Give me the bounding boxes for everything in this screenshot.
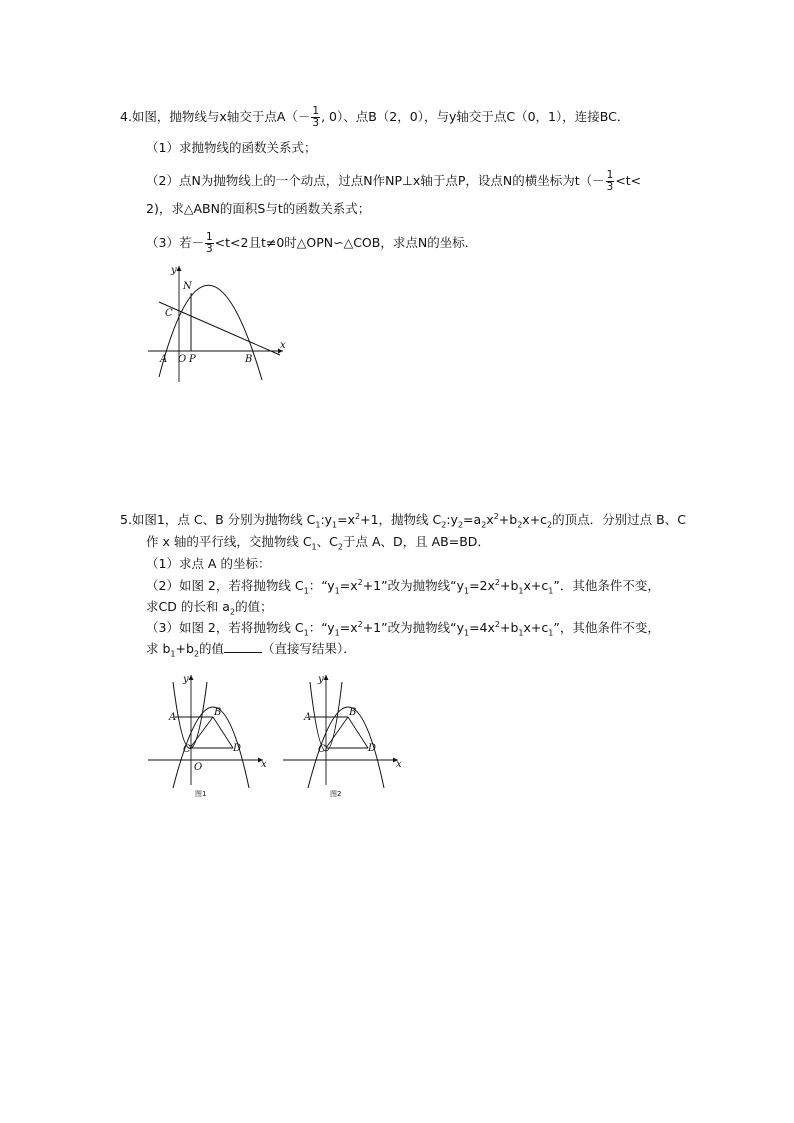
label-a: A (169, 712, 177, 723)
parabola-curve (159, 285, 262, 380)
q5-part1: （1）求点 A 的坐标： (146, 556, 271, 571)
parabola-c1 (173, 682, 207, 749)
q4-part3: （3）若－ $\frac{1}{3}$ <t<2且t≠0时△OPN∽△COB，求点N的坐标． (146, 231, 478, 255)
label-b: B (245, 354, 253, 365)
q4-part1: （1）求抛物线的函数关系式； (146, 140, 317, 155)
label-c: C (318, 744, 326, 755)
figure-caption: 图1 (195, 790, 207, 798)
figure-caption: 图2 (330, 790, 342, 798)
label-x: x (396, 759, 402, 770)
q4-part2: （2）点N为抛物线上的一个动点，过点N作NP⊥x轴于点P，设点N的横坐标为t（－ $\frac{1}{3}$ <t< (146, 169, 642, 193)
label-d: D (233, 743, 242, 754)
q4-stem: 4.如图，抛物线与x轴交于点A（－ $\frac{1}{3}$ , 0）、点B（2，0），与y轴交于点C（0，1），连接BC． (120, 105, 630, 129)
segment-bc (190, 717, 213, 748)
q5-figure-2 (280, 670, 405, 800)
label-p: P (189, 354, 196, 365)
label-n: N (183, 281, 192, 292)
label-b: B (214, 707, 222, 718)
q4-part2-cont: 2)，求△ABN的面积S与t的函数关系式； (146, 201, 371, 216)
q5-part3-cont: 求 $b_1+b_2$的值 （直接写结果）． (146, 641, 356, 659)
q5-part2-cont: 求CD 的长和 $a_2$的值； (146, 599, 273, 617)
q4-parabola-figure (145, 262, 290, 387)
label-x: x (280, 340, 286, 351)
label-b: B (349, 707, 357, 718)
label-a: A (304, 712, 312, 723)
y-axis-arrow (324, 675, 329, 680)
label-y: y (171, 265, 177, 276)
segment-bc (326, 717, 348, 748)
label-c: C (183, 744, 191, 755)
label-y: y (318, 674, 324, 685)
segment-bd (348, 717, 368, 748)
label-x: x (261, 759, 267, 770)
fraction-one-third: $\frac{1}{3}$ (312, 105, 320, 129)
q5-stem-line2: 作 x 轴的平行线，交抛物线 $C_1$、$C_2$于点 A、D，且 AB=BD． (146, 534, 490, 552)
q5-part2: （2）如图 2，若将抛物线 $C_1$：“$y_1=x^2+1$”改为抛物线“$y_1=2x^2+b_1x+c_1$”．其他条件不变， (146, 577, 660, 596)
answer-blank[interactable] (224, 640, 262, 653)
fraction-one-third: $\frac{1}{3}$ (606, 169, 614, 193)
label-o: O (194, 762, 203, 773)
label-y: y (183, 674, 189, 685)
label-o: O (178, 354, 187, 365)
line-bc (159, 302, 280, 355)
y-axis-arrow (177, 266, 182, 271)
label-c: C (165, 308, 173, 319)
label-a: A (160, 354, 168, 365)
fraction-one-third: $\frac{1}{3}$ (205, 231, 213, 255)
q5-stem-line1: 5.如图1，点 C、B 分别为抛物线 $C_1:y_1=x^2+1$，抛物线 $C_2:y_2=a_2x^2+b_2x+c_2$的顶点．分别过点 B、C (120, 511, 686, 530)
label-d: D (368, 743, 377, 754)
q5-figure-1 (145, 670, 270, 800)
y-axis-arrow (189, 675, 194, 680)
segment-bd (213, 717, 233, 748)
q5-part3: （3）如图 2，若将抛物线 $C_1$：“$y_1=x^2+1$”改为抛物线“$y_1=4x^2+b_1x+c_1$”，其他条件不变， (146, 619, 660, 638)
